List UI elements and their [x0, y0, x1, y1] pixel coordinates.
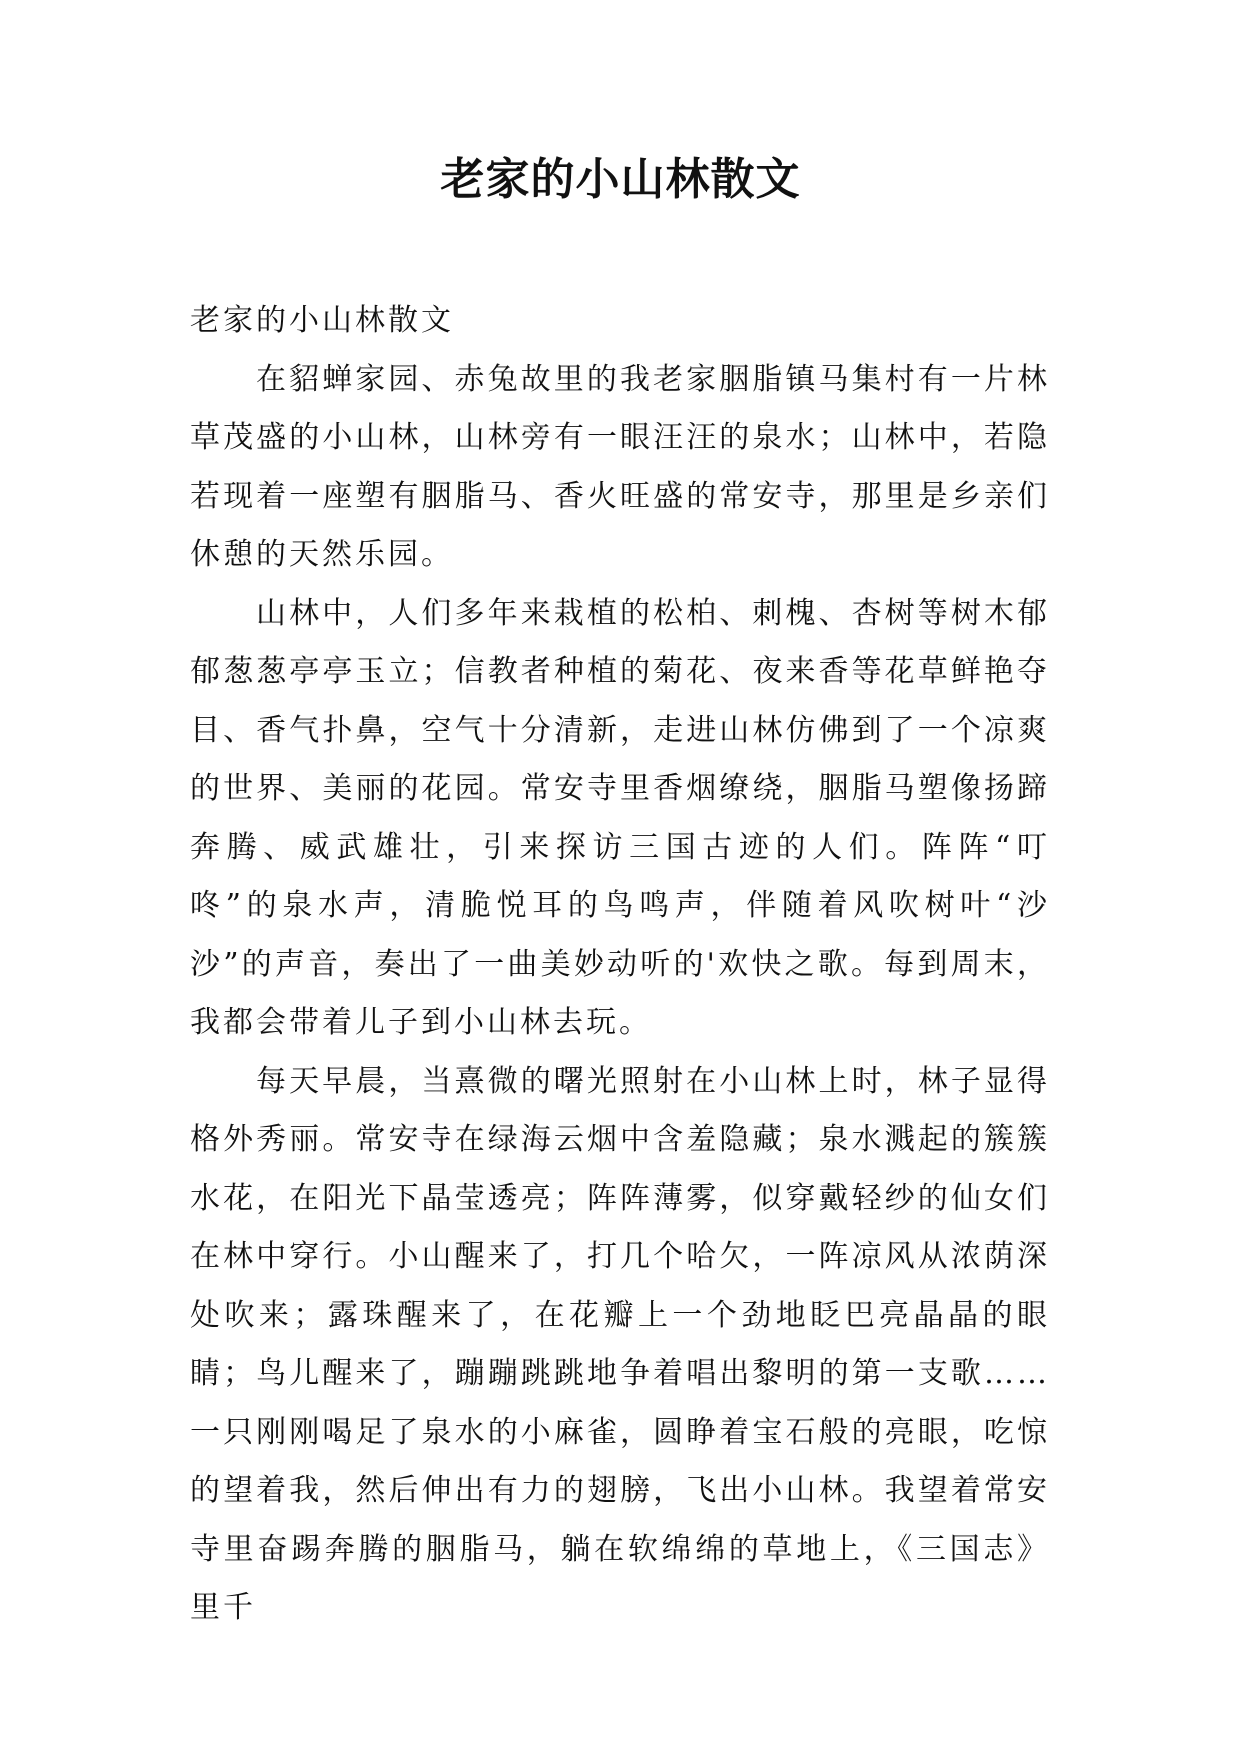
paragraph: 在貂蝉家园、赤兔故里的我老家胭脂镇马集村有一片林草茂盛的小山林，山林旁有一眼汪汪的泉水；山林中，若隐若现着一座塑有胭脂马、香火旺盛的常安寺，那里是乡亲们休憩的天然乐园。: [190, 361, 1050, 572]
document-body: [190, 292, 1050, 1638]
document-subtitle: 老家的小山林散文: [190, 303, 454, 338]
document-title: 老家的小山林散文: [440, 154, 801, 205]
paragraph: 山林中，人们多年来栽植的松柏、刺槐、杏树等树木郁郁葱葱亭亭玉立；信教者种植的菊花、夜来香等花草鲜艳夺目、香气扑鼻，空气十分清新，走进山林仿佛到了一个凉爽的世界、美丽的花园。常安寺里香烟缭绕，胭脂马塑像扬蹄奔腾、威武雄壮，引来探访三国古迹的人们。阵阵“叮咚”的泉水声，清脆悦耳的鸟鸣声，伴随着风吹树叶“沙沙”的声音，奏出了一曲美妙动听的'欢快之歌。每到周末，我都会带着儿子到小山林去玩。: [190, 595, 1050, 1040]
paragraph: 每天早晨，当熹微的曙光照射在小山林上时，林子显得格外秀丽。常安寺在绿海云烟中含羞隐藏；泉水溅起的簇簇水花，在阳光下晶莹透亮；阵阵薄雾，似穿戴轻纱的仙女们在林中穿行。小山醒来了，打几个哈欠，一阵凉风从浓荫深处吹来；露珠醒来了，在花瓣上一个劲地眨巴亮晶晶的眼睛；鸟儿醒来了，蹦蹦跳跳地争着唱出黎明的第一支歌……一只刚刚喝足了泉水的小麻雀，圆睁着宝石般的亮眼，吃惊的望着我，然后伸出有力的翅膀，飞出小山林。我望着常安寺里奋踢奔腾的胭脂马，躺在软绵绵的草地上，《三国志》里千: [190, 1063, 1050, 1625]
